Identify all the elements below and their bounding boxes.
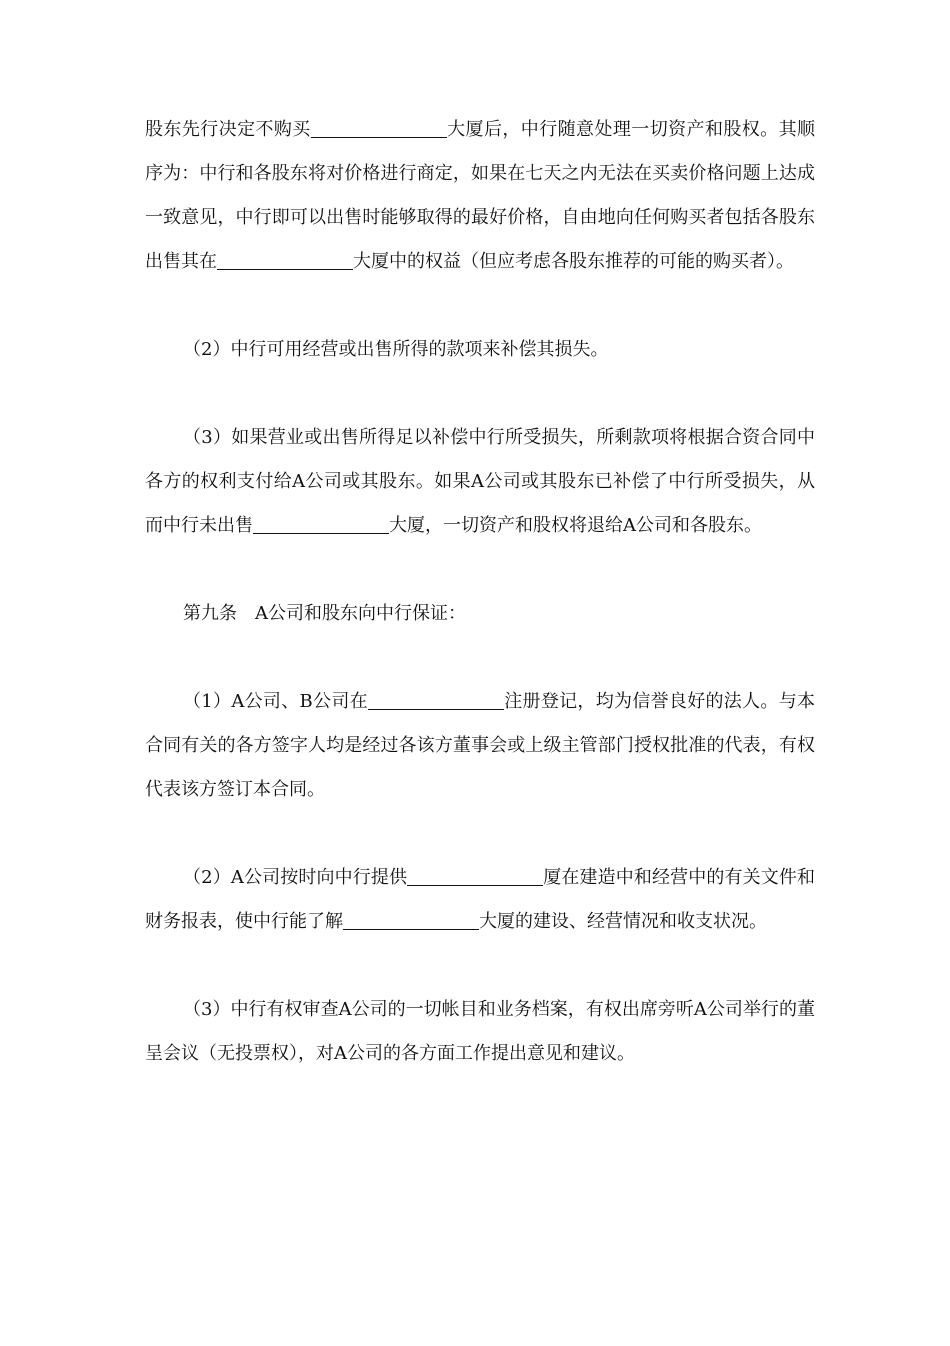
- text-segment: （2）A公司按时向中行提供: [183, 867, 408, 888]
- article-9-heading: [145, 592, 815, 636]
- paragraph-clause-8-2: [145, 328, 815, 372]
- text-segment: 大厦的建设、经营情况和收支状况。: [479, 911, 767, 932]
- paragraph-clause-8-1-continued: [145, 108, 815, 284]
- text-segment: 股东先行决定不购买: [145, 119, 311, 140]
- text-segment: 大厦后，中行随意处理一切资产和股权。其顺序为：中行和各股东将对价格进行商定，如果在七天之内无法在买卖价格问题上达成一致意见，中行即可以出售时能够取得的最好价格，自由地向任何购买者包括各股东出售其在: [145, 119, 816, 272]
- fill-in-blank: [368, 691, 504, 710]
- fill-in-blank: [217, 251, 353, 270]
- document-page: [145, 108, 815, 1076]
- fill-in-blank: [311, 119, 447, 138]
- paragraph-clause-9-1: [145, 680, 815, 812]
- fill-in-blank: [343, 911, 479, 930]
- fill-in-blank: [407, 867, 543, 886]
- paragraph-clause-9-3: [145, 988, 815, 1076]
- text-segment: 大厦，一切资产和股权将退给A公司和各股东。: [389, 515, 762, 536]
- text-segment: 第九条 A公司和股东向中行保证：: [183, 603, 466, 624]
- text-segment: （3）如果营业或出售所得足以补偿中行所受损失，所剩款项将根据合资合同中各方的权利支付给A公司或其股东。如果A公司或其股东已补偿了中行所受损失，从而中行未出售: [145, 427, 815, 536]
- paragraph-clause-9-2: [145, 856, 815, 944]
- text-segment: 大厦中的权益（但应考虑各股东推荐的可能的购买者）。: [353, 251, 794, 272]
- fill-in-blank: [253, 515, 389, 534]
- text-segment: （2）中行可用经营或出售所得的款项来补偿其损失。: [183, 339, 609, 360]
- text-segment: （1）A公司、B公司在: [183, 691, 368, 712]
- paragraph-clause-8-3: [145, 416, 815, 548]
- text-segment: （3）中行有权审查A公司的一切帐目和业务档案，有权出席旁听A公司举行的董呈会议（无投票权），对A公司的各方面工作提出意见和建议。: [145, 999, 815, 1064]
- text-segment: 注册登记，均为信誉良好的法人。与本合同有关的各方签字人均是经过各该方董事会或上级主管部门授权批准的代表，有权代表该方签订本合同。: [145, 691, 815, 800]
- text-segment: 厦在建造中和经营中的有关文件和财务报表，使中行能了解: [145, 867, 816, 932]
